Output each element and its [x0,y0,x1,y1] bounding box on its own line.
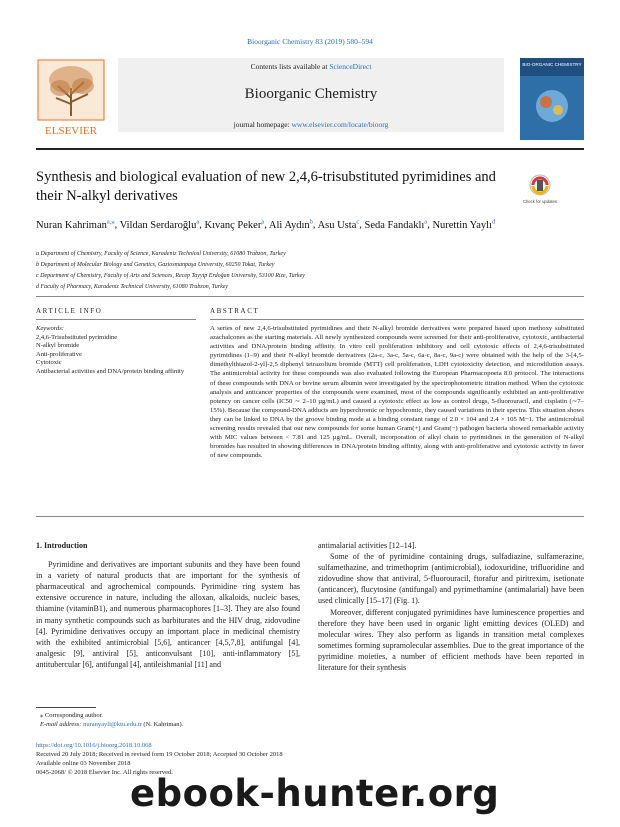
author[interactable]: Kıvanç Peker$^a$ [204,218,265,231]
corresponding-author-note: ⁎ Corresponding author. [40,712,104,719]
introduction-heading: 1. Introduction [36,541,88,550]
crossmark-badge[interactable] [522,172,558,208]
masthead [36,58,584,140]
journal-name: Bioorganic Chemistry [244,86,378,102]
elsevier-tree-icon [36,58,106,140]
body-paragraph: Some of the of pyrimidine containing drugs, sulfadiazine, sulfamerazine, sulfamethazine, and trimethoprim (antimicrobial), iodoxuridine, trifluoridine and zidovudine show that antiviral, 5-fluorouracil, ftorafur and piritrexim, isetionate (anticancer), flucytosine (antifungal) and pyrimethamine (antimalarial) have been used clinically [15–17] (Fig. 1). [318,552,584,606]
abstract-text: A series of new 2,4,6-trisubstituted pyrimidines and their N-alkyl bromide derivatives were prepared based upon methoxy substituted azachalcones as the starting materials. All newly synthesized compounds were screened for their anti-proliferative, cytotoxic, antibacterial activities and DNA/protein binding affinity. In vitro cell proliferation inhibitory and cell cytotoxic effects of 2,4,6-trisubstituted pyrimidines (1–9) and their N-alkyl bromide derivatives (2a-c, 3a-c, 5a-c, 6a-c, 8a-c, 9a-c) were obtained with the help of the 3-[4,5-dimethylthiazol-2-yl]-2,5 diphenyl tetrazolium bromide (MTT) cell proliferation, LDH cytotoxicity detection, and microdilution assays. The antimicrobial activity for these compounds was also evaluated following the European Pharmacopoeia 8.0 protocol. The interactions of these compounds with DNA or bovine serum albumin were investigated by the spectrophotometric titration method. When the cytotoxic analysis and anticancer properties of the compounds were examined, most of the compounds significantly exhibited an anti-proliferative potency on cancer cells (IC50 ∼ 2–10 µg/mL) and caused a cytotoxic effect as low as control drugs, 5-fluorouracil, and cisplatin (∼7–15%). Because the compound-DNA adducts are hyperchromic or hypochromic, they caused variations in their spectra. This situation shows they can be linked to DNA by the groove binding mode at a binding constant range of 2.0 × 104 and 2.4 × 105 M−1. The antimicrobial screening results revealed that our new compounds for some human Gram(+) and Gram(−) pathogen bacteria showed remarkable activity with MIC values between < 7.81 and 125 µg/mL. Overall, incorporation of alkyl chain to pyrimidines in the generation of N-alkyl bromides has resulted in showing differences in DNA/protein binding affinity, along with anti-proliferative and cytotoxic activity in favor of new compounds. [210,325,584,460]
online-date: Available online 03 November 2018 [36,760,131,768]
crossmark-label: Check for updates [523,199,557,204]
author[interactable]: Asu Usta$^c$ [317,218,360,231]
affiliations [36,249,584,293]
abstract-bottom-rule [36,516,584,517]
email-note: E-mail address: nuranyayli@ktu.edu.tr (N. Kahriman). [40,721,184,728]
keyword: Anti-proliferative [36,350,82,358]
copyright: 0045-2068/ © 2018 Elsevier Inc. All rights reserved. [36,769,173,777]
author-list: Nuran Kahriman$^{a,⁎}$, Vildan Serdaroğlu$^a$, Kıvanç Peker$^a$, Ali Aydın$^b$, Asu Usta$^c$, Seda Fandaklı$^a$, Nurettin Yaylı$^d$ [36,218,496,231]
body-column-right [318,540,584,673]
article-title: Synthesis and biological evaluation of new 2,4,6-trisubstituted pyrimidines and their N-alkyl derivatives [36,169,496,204]
abstract-heading: ABSTRACT [210,307,260,315]
author[interactable]: Seda Fandaklı$^a$ [364,218,428,231]
keyword: Antibacterial activities and DNA/protein binding affinity [36,367,185,375]
affiliation: c Department of Chemistry, Faculty of Arts and Sciences, Recep Tayyip Erdoğan University, 53100 Rize, Turkey [36,273,305,279]
contents-line [118,62,504,71]
body-paragraph: Pyrimidine and derivatives are important subunits and they have been found in a variety of natural products that are important for the synthesis of pharmaceutical and agrochemical compounds. Pyrimidine ring system has extensive occurence in nature, including the alloxan, alkaloids, nucleic bases, thiamine (vitaminB1), and numerous pharmacophores [1–3]. They are also found in many synthetic compounds such as barbiturates and the HIV drug, zidovudine [4]. Pyrimidine derivatives occupy an important place in medicinal chemistry with the exhibited antimicrobial [5,6], anticancer [4,5,7,8], antifungal [4], analgesic [9], antiviral [5], anticonvulsant [10], anti-inflammatory [5], antitubercular [6], antifungal [4], antileishmanial [11] and [36,560,300,669]
homepage-line [118,120,504,129]
received-dates: Received 20 July 2018; Received in revised form 19 October 2018; Accepted 30 October 2018 [36,751,283,759]
journal-cover[interactable] [520,58,584,140]
keywords-block [36,325,196,377]
footnotes [40,711,440,729]
journal-cover-image [520,58,584,140]
author[interactable]: Ali Aydın$^b$ [268,218,313,231]
crossmark-icon [522,172,558,208]
watermark: ebook-hunter.org [130,772,500,815]
keyword: Cytotoxic [36,359,62,367]
body-paragraph: antimalarial activities [12–14]. [318,541,417,550]
email-link[interactable]: nuranyayli@ktu.edu.tr [83,721,142,728]
article-info-heading: ARTICLE INFO [36,307,103,315]
article-info-rule [36,319,196,320]
journal-header-band [118,58,504,132]
footnote-rule [36,707,96,708]
affiliation: b Department of Molecular Biology and Genetics, Gaziosmanpaşa University, 60250 Tokat, Turkey [36,262,275,268]
author[interactable]: Nurettin Yaylı$^d$ [432,218,496,231]
contents-prefix: Contents lists available at [250,62,330,71]
author[interactable]: Nuran Kahriman$^{a,⁎}$ [36,218,115,231]
section-rule [36,296,584,297]
keyword: 2,4,6-Trisubstituted pyrimidine [36,333,118,341]
keywords-label: Keywords: [36,325,64,332]
sciencedirect-link[interactable]: ScienceDirect [329,62,372,71]
journal-homepage-link[interactable]: www.elsevier.com/locate/bioorg [291,120,389,129]
abstract-rule [210,319,584,320]
elsevier-logo [36,58,106,140]
publisher-wordmark: ELSEVIER [45,125,97,137]
homepage-prefix: journal homepage: [233,120,292,129]
keyword: N-alkyl bromide [36,342,80,350]
body-column-left [36,540,300,670]
affiliation: a Department of Chemistry, Faculty of Science, Karadeniz Technical University, 61080 Trabzon, Turkey [36,251,286,257]
affiliation: d Faculty of Pharmacy, Karadeniz Technical University, 61080 Trabzon, Turkey [36,284,229,290]
header-rule [36,148,584,150]
cover-title: BIO-ORGANIC CHEMISTRY [522,62,582,67]
author[interactable]: Vildan Serdaroğlu$^a$ [119,218,200,231]
body-paragraph: Moreover, different conjugated pyrimidines have luminescence properties and therefore they have been used in organic light emitting devices (OLED) and molecular wires. They also perform as ligands in transition metal complexes sometimes forming supramolecular assemblies. Due to the great importance of the pyrimidine moieties, a number of efficient methods have been reported in literature for their synthesis [318,607,584,673]
doi-link[interactable]: https://doi.org/10.1016/j.bioorg.2018.10.068 [36,742,152,749]
journal-reference[interactable]: Bioorganic Chemistry 83 (2019) 580–594 [247,37,373,46]
